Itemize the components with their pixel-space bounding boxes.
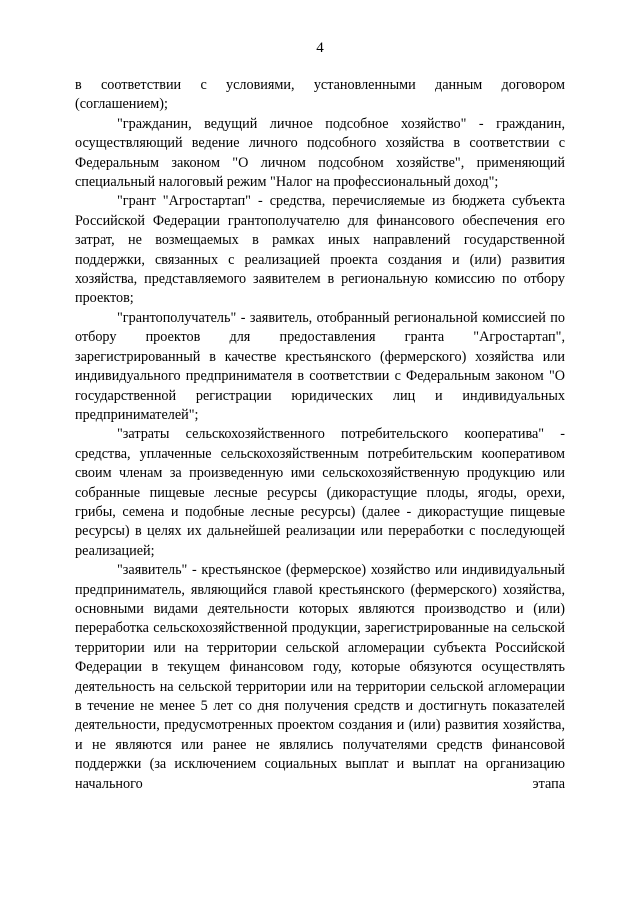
paragraph-definition-citizen: "гражданин, ведущий личное подсобное хозяйство" - гражданин, осуществляющий ведение личного подсобного хозяйства в соответствии с Федеральным законом "О личном подсобном хозяйстве", применяющий специальный налоговый режим "Налог на профессиональный доход";	[75, 115, 565, 191]
paragraph-definition-grant: "грант "Агростартап" - средства, перечисляемые из бюджета субъекта Российской Федерации грантополучателю для финансового обеспечения его затрат, не возмещаемых в рамках иных направлений государственной поддержки, связанных с реализацией проекта создания и (или) развития хозяйства, представляемого заявителем в региональную комиссию по отбору проектов;	[75, 193, 565, 307]
paragraph-definition-applicant: "заявитель" - крестьянское (фермерское) хозяйство или индивидуальный предприниматель, являющийся главой крестьянского (фермерского) хозяйства, основными видами деятельности которых являются производство и (или) переработка сельскохозяйственной продукции, зарегистрированные на сельской территории или на территории сельской агломерации субъекта Российской Федерации в текущем финансовом году, которые обязуются осуществлять деятельность на сельской территории или на территории сельской агломерации в течение не менее 5 лет со дня получения средств и достигнуть показателей деятельности, предусмотренных проектом создания и (или) развития хозяйства, и не являются или ранее не являлись получателями средств финансовой поддержки (за исключением социальных выплат и выплат на организацию начального этапа	[75, 562, 565, 792]
page-number: 4	[316, 40, 324, 56]
paragraph-definition-grant-recipient: "грантополучатель" - заявитель, отобранный региональной комиссией по отбору проектов для предоставления гранта "Агростартап", зарегистрированный в качестве крестьянского (фермерского) хозяйства или индивидуального предпринимателя в соответствии с Федеральным законом "О государственной регистрации юридических лиц и индивидуальных предпринимателей";	[75, 309, 565, 423]
paragraph-continuation: в соответствии с условиями, установленными данным договором (соглашением);	[75, 77, 565, 113]
document-body	[75, 76, 565, 794]
paragraph-definition-cooperative-costs: "затраты сельскохозяйственного потребительского кооператива" - средства, уплаченные сельскохозяйственным потребительским кооперативом своим членам за произведенную ими сельскохозяйственную продукцию или собранные пищевые лесные ресурсы (дикорастущие плоды, ягоды, орехи, грибы, семена и подобные лесные ресурсы) (далее - дикорастущие пищевые ресурсы) в целях их дальнейшей реализации или переработки с последующей реализацией;	[75, 426, 565, 559]
